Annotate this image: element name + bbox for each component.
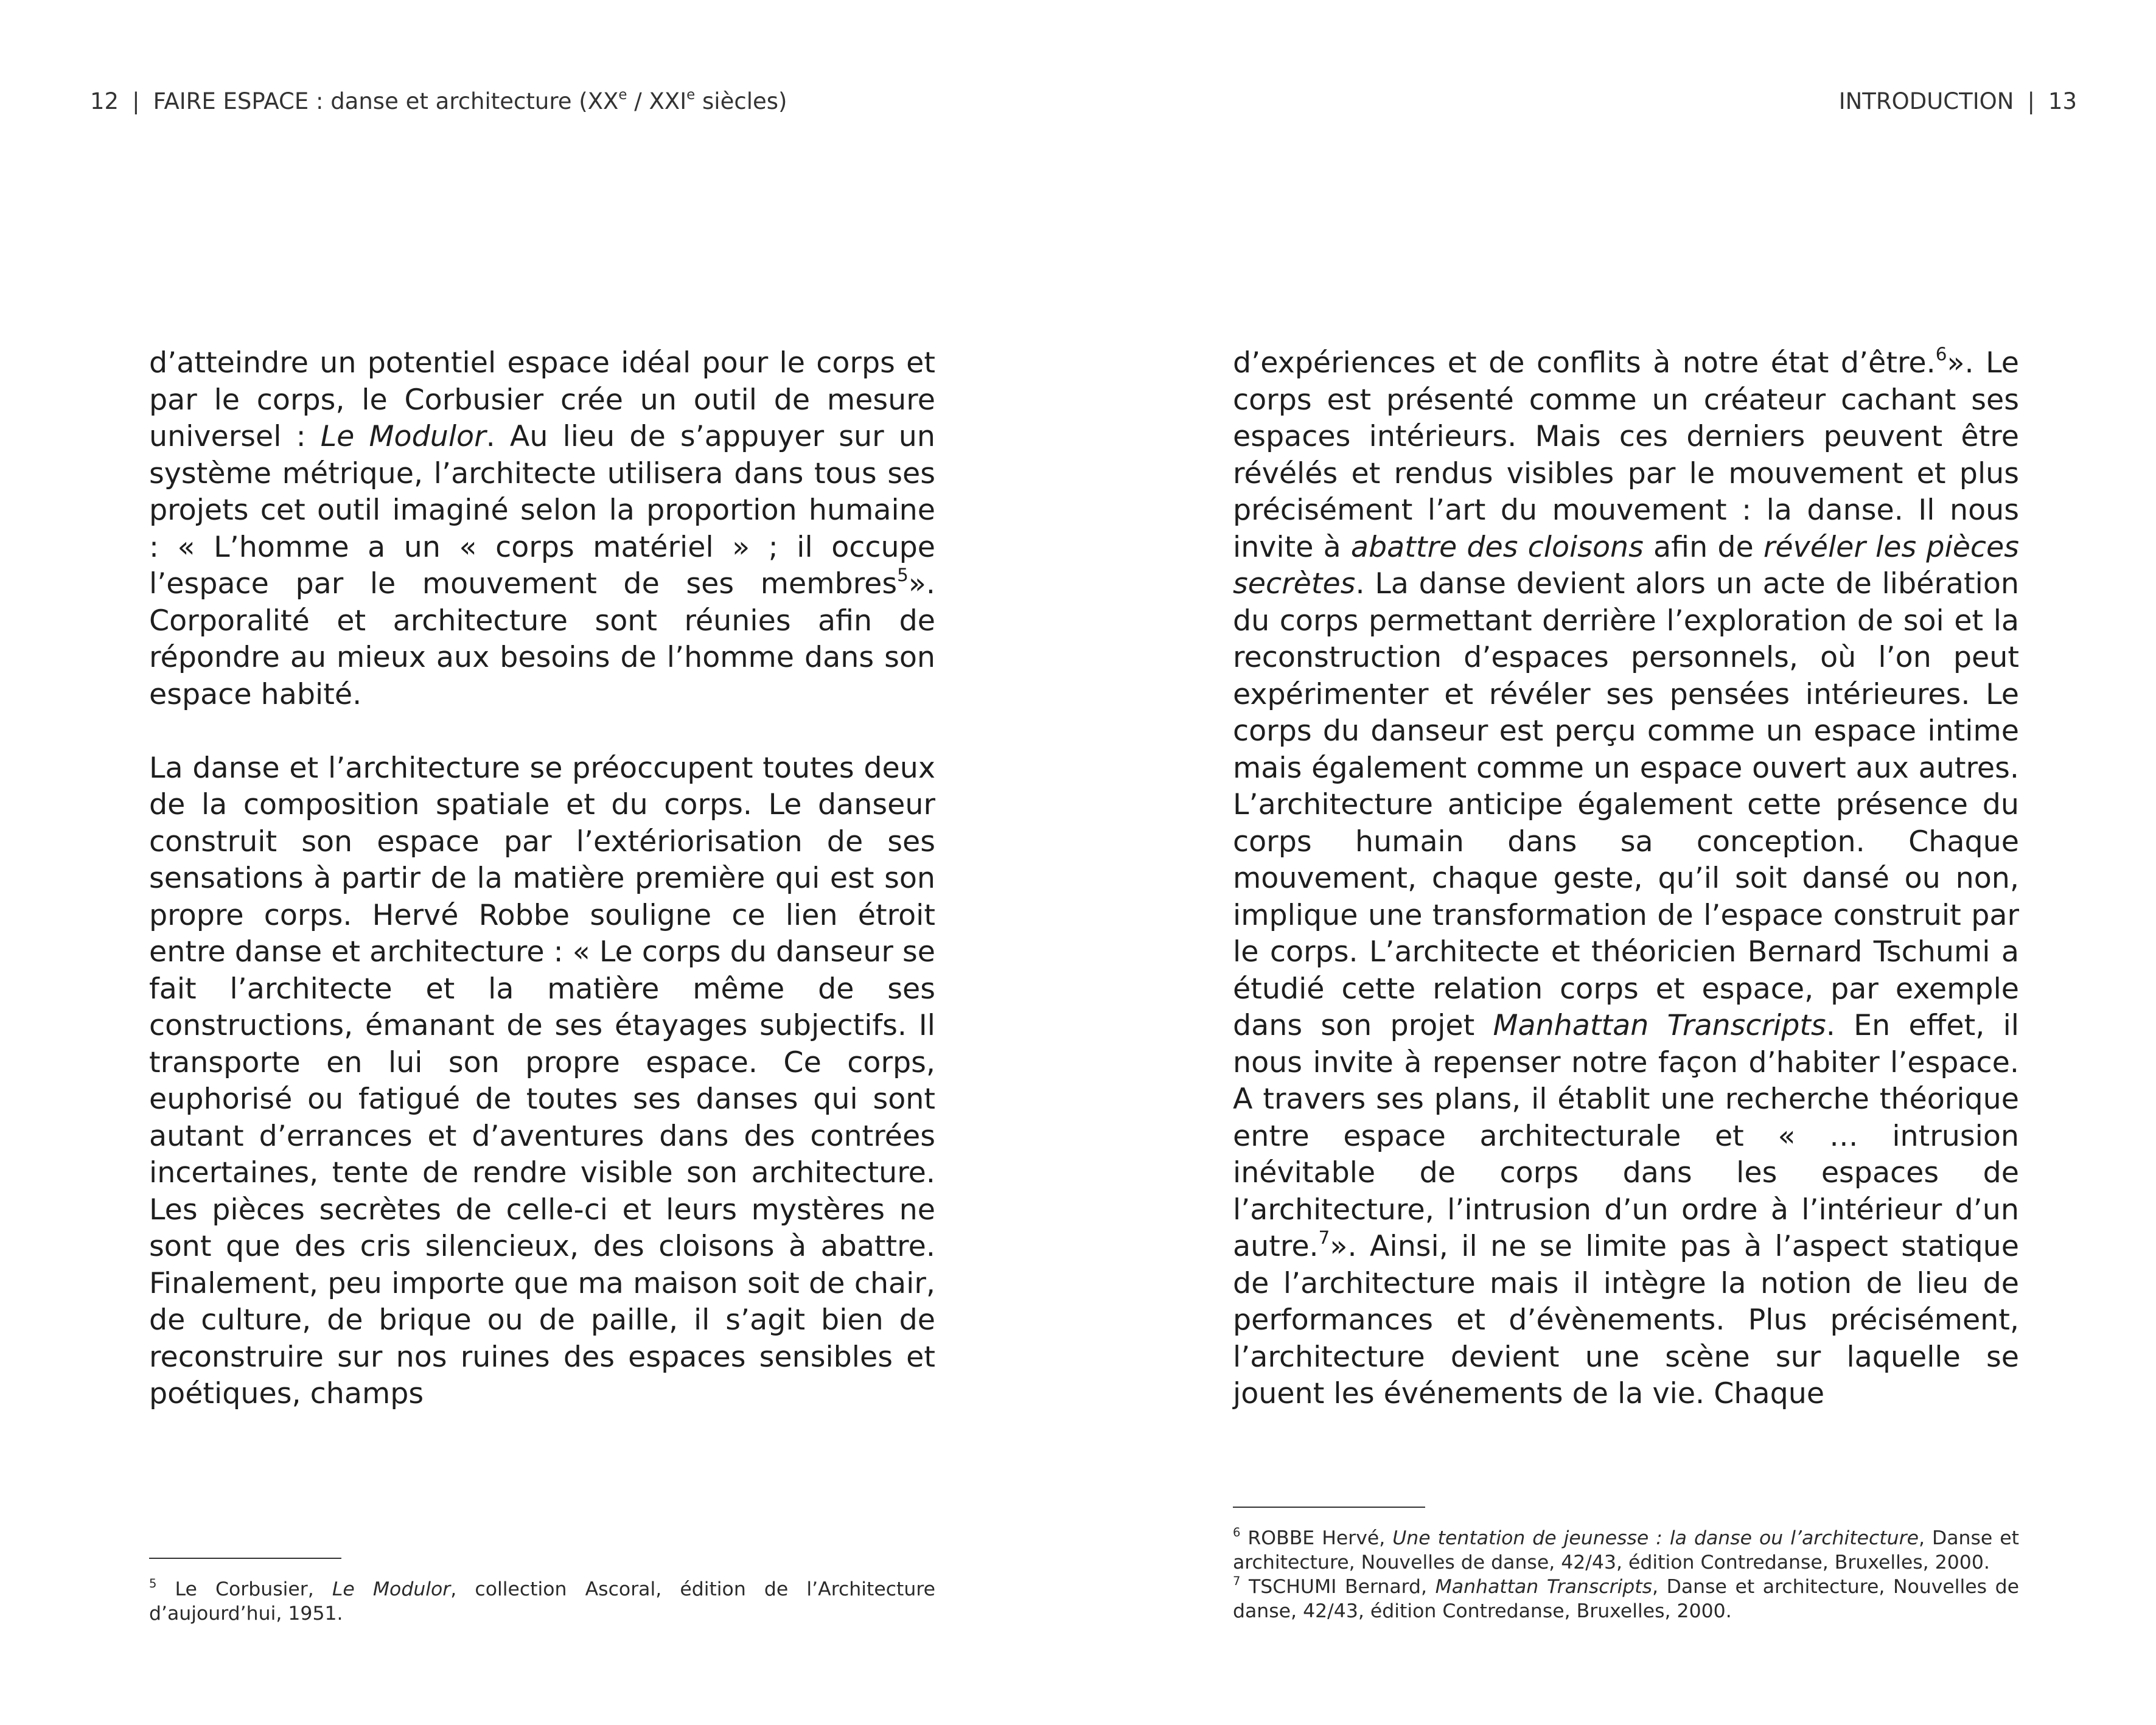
header-separator: | [132,88,140,114]
footnote-7: $^7$ TSCHUMI Bernard, Manhattan Transcripts, Danse et architecture, Nouvelles de danse, 42/43, édition Contredanse, Bruxelles, 2000. [1233,1573,2019,1622]
left-page-body [149,345,935,1413]
footnote-ref-6: 6 [1935,344,1947,365]
right-page-body [1233,345,2019,1413]
footnote-ref-5: 5 [897,565,909,586]
left-page-number: 12 [90,88,119,114]
right-footnotes [1233,1526,2019,1623]
right-paragraph-1: d’expériences et de conflits à notre état d’être.$^6$». Le corps est présenté comme un créateur cachant ses espaces intérieurs. Mais ces derniers peuvent être révélés et rendus visibles par le mouvement et plus précisément l’art du mouvement : la danse. Il nous invite à abattre des cloisons afin de révéler les pièces secrètes. La danse devient alors un acte de libération du corps permettant derrière l’exploration de soi et la reconstruction d’espaces personnels, où l’on peut expérimenter et révéler ses pensées intérieures. Le corps du danseur est perçu comme un espace intime mais également comme un espace ouvert aux autres. L’architecture anticipe également cette présence du corps humain dans sa conception. Chaque mouvement, chaque geste, qu’il soit dansé ou non, implique une transformation de l’espace construit par le corps. L’architecte et théoricien Bernard Tschumi a étudié cette relation corps et espace, par exemple dans son projet Manhattan Transcripts. En effet, il nous invite à repenser notre façon d’habiter l’espace. A travers ses plans, il établit une recherche théorique entre espace architecturale et « … intrusion inévitable de corps dans les espaces de l’architecture, l’intrusion d’un ordre à l’intérieur d’un autre.$^7$». Ainsi, il ne se limite pas à l’aspect statique de l’architecture mais il intègre la notion de lieu de performances et d’évènements. Plus précisément, l’architecture devient une scène sur laquelle se jouent les événements de la vie. Chaque [1233,344,2020,1410]
footnote-6: $^6$ ROBBE Hervé, Une tentation de jeunesse : la danse ou l’architecture, Danse et architecture, Nouvelles de danse, 42/43, édition Contredanse, Bruxelles, 2000. [1233,1525,2019,1573]
footnote-5: $^5$ Le Corbusier, Le Modulor, collection Ascoral, édition de l’Architecture d’aujourd’hui, 1951. [149,1576,935,1625]
footnote-ref-7: 7 [1318,1227,1330,1249]
right-page-number: 13 [2048,88,2077,114]
right-running-header [1839,86,2077,117]
left-footnotes [149,1577,935,1626]
left-running-header [90,86,787,117]
footnote-divider-right [1233,1507,1425,1508]
left-paragraph-2: La danse et l’architecture se préoccupent toutes deux de la composition spatiale et du corps. Le danseur construit son espace par l’extériorisation de ses sensations à partir de la matière première qui est son propre corps. Hervé Robbe souligne ce lien étroit entre danse et architecture : « Le corps du danseur se fait l’architecte et la matière même de ses constructions, émanant de ses étayages subjectifs. Il transporte en lui son propre espace. Ce corps, euphorisé ou fatigué de toutes ses danses qui sont autant d’errances et d’aventures dans des contrées incertaines, tente de rendre visible son architecture. Les pièces secrètes de celle-ci et leurs mystères ne sont que des cris silencieux, des cloisons à abattre. Finalement, peu importe que ma maison soit de chair, de culture, de brique ou de paille, il s’agit bien de reconstruire sur nos ruines des espaces sensibles et poétiques, champs [149,751,935,1410]
section-title: INTRODUCTION [1838,88,2014,114]
footnote-divider-left [149,1558,341,1559]
book-title: FAIRE ESPACE : danse et architecture (XXe / XXIe siècles) [153,87,787,114]
header-separator: | [2027,88,2035,114]
left-paragraph-1: d’atteindre un potentiel espace idéal pour le corps et par le corps, le Corbusier crée un outil de mesure universel : Le Modulor. Au lieu de s’appuyer sur un système métrique, l’architecte utilisera dans tous ses projets cet outil imaginé selon la proportion humaine : « L’homme a un « corps matériel » ; il occupe l’espace par le mouvement de ses membres$^5$». Corporalité et architecture sont réunies afin de répondre au mieux aux besoins de l’homme dans son espace habité. [149,346,935,711]
